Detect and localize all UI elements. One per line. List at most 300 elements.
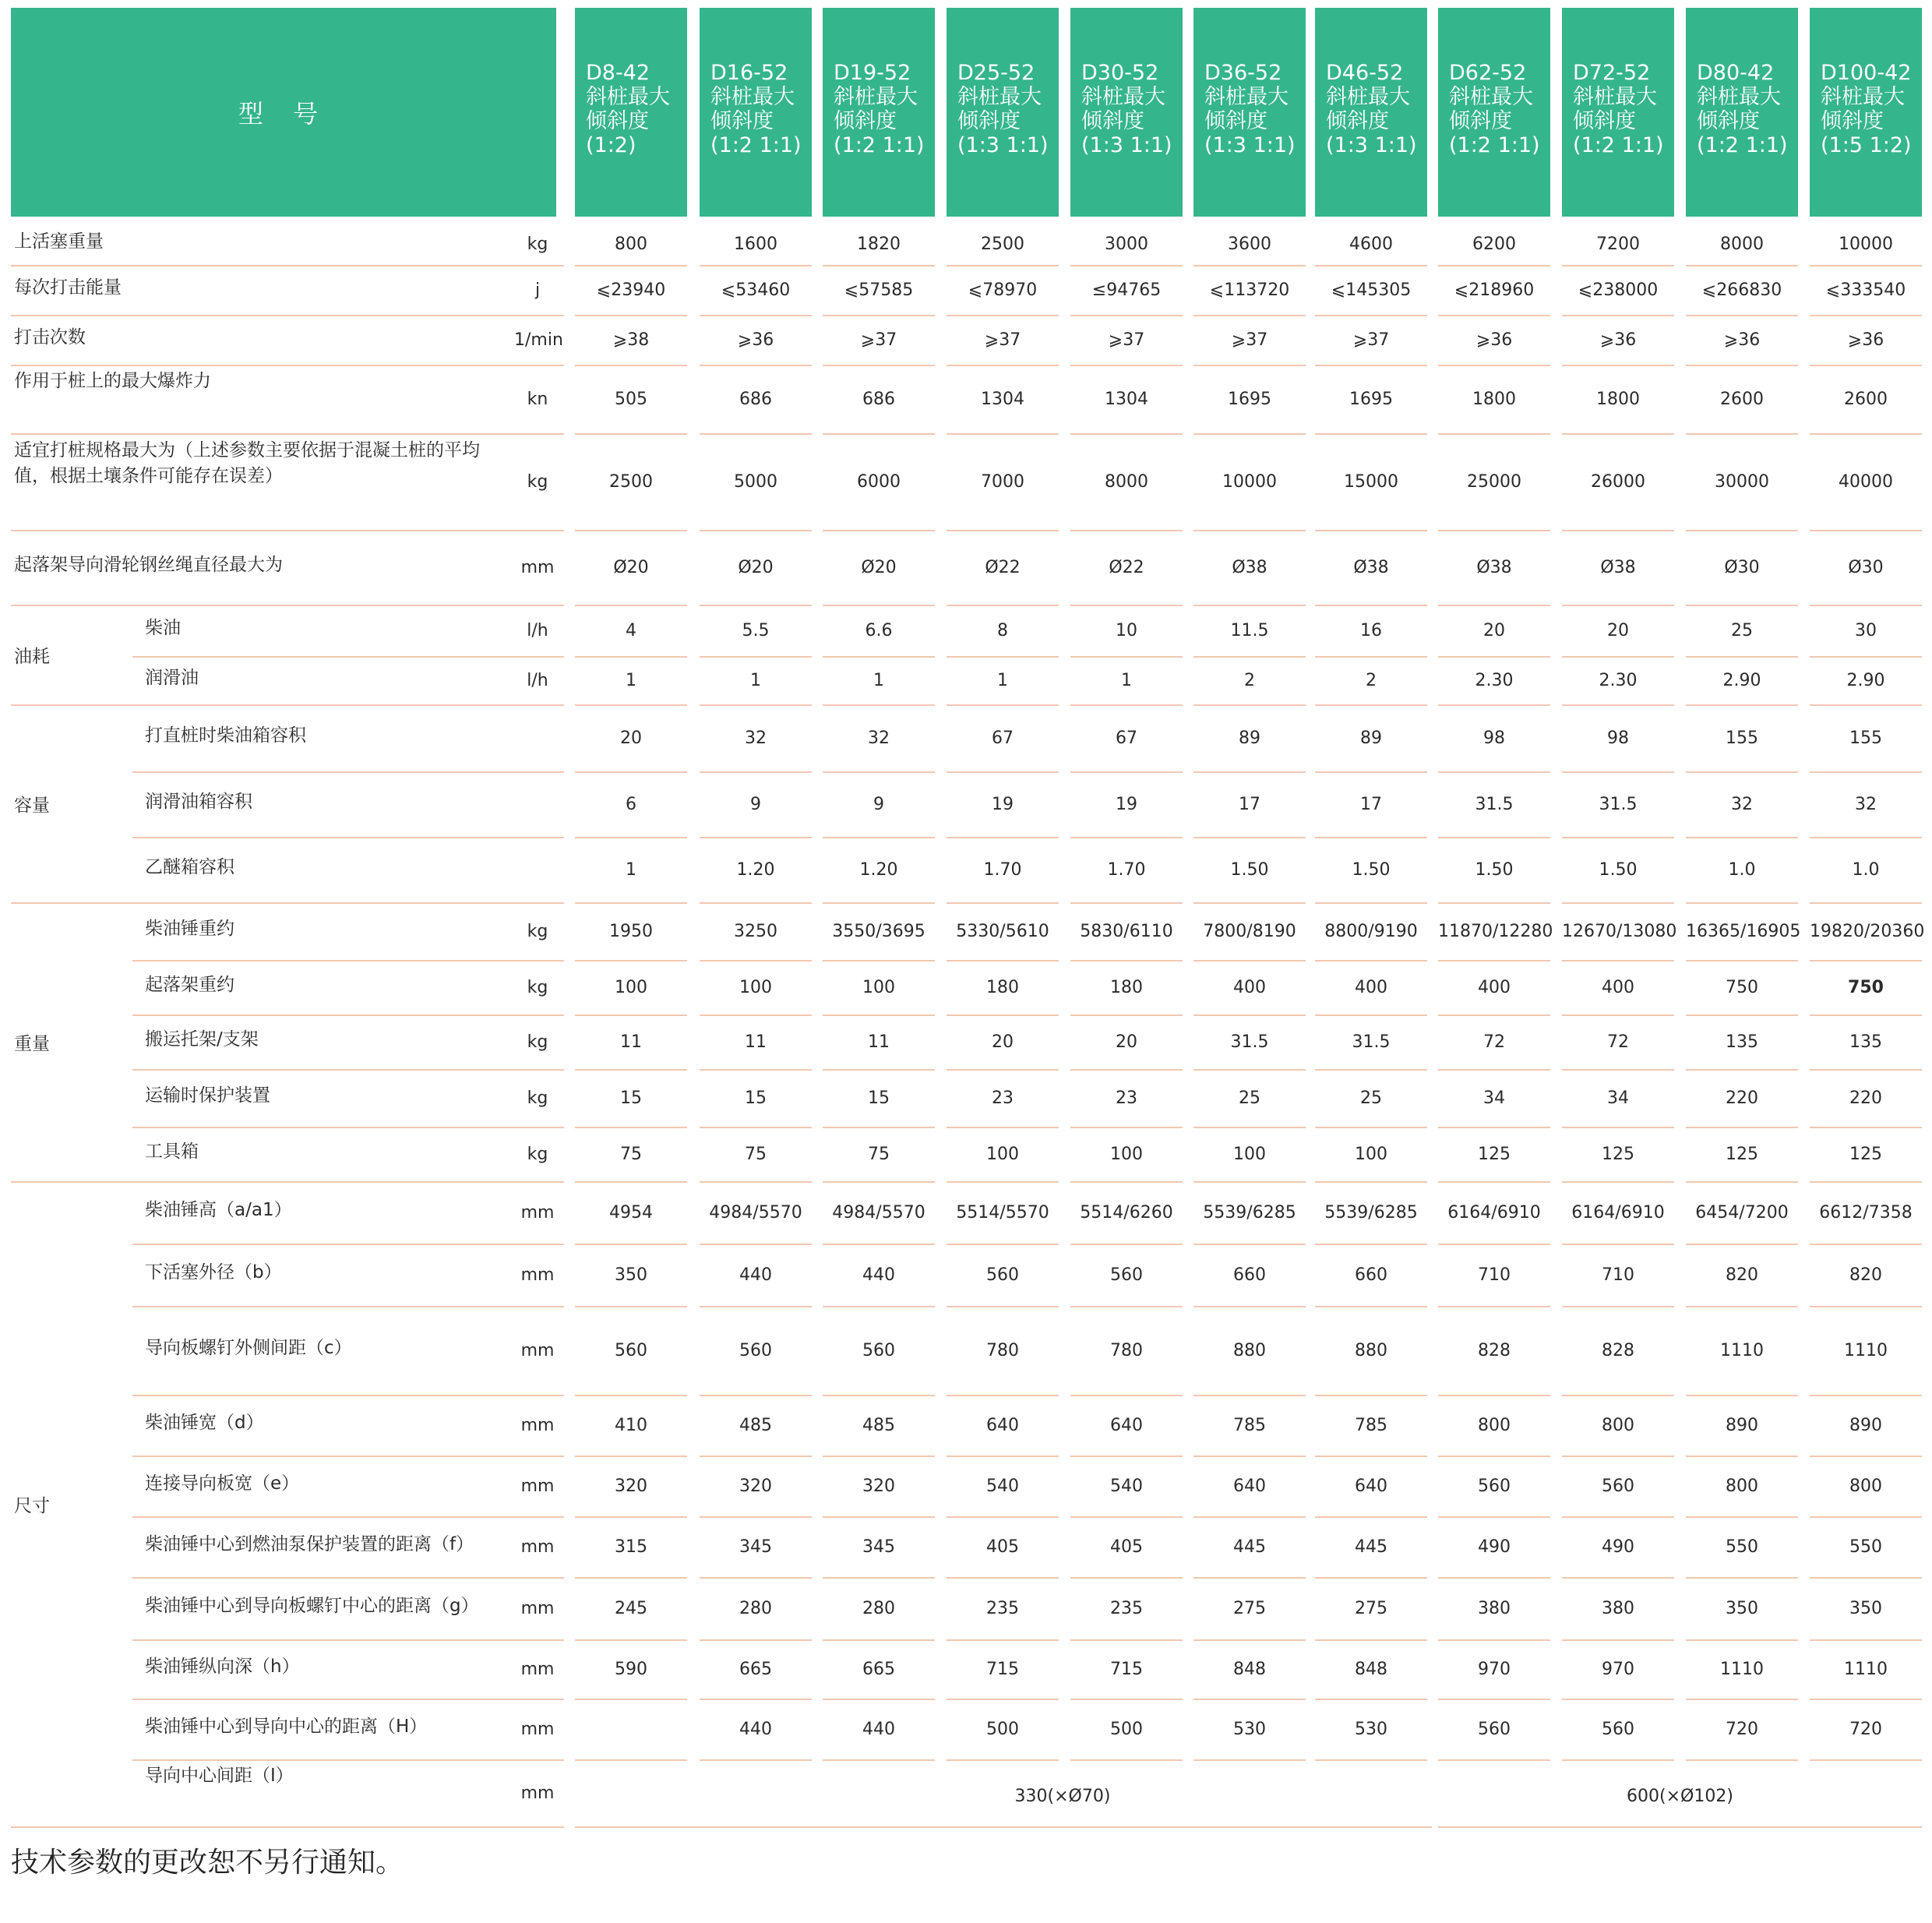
model-note: 斜桩最大 xyxy=(1821,85,1905,109)
row-unit: j xyxy=(534,281,541,300)
row-unit: mm xyxy=(520,1341,555,1360)
row-unit: mm xyxy=(520,1416,555,1435)
model-note: 斜桩最大 xyxy=(1204,85,1289,109)
cell-value: 155 xyxy=(1849,729,1882,748)
cell-value: ⩾37 xyxy=(860,330,897,350)
table-row xyxy=(0,605,1932,656)
model-note: 倾斜度 xyxy=(1449,109,1512,133)
row-unit: mm xyxy=(520,1265,555,1285)
model-note: 倾斜度 xyxy=(1081,109,1144,133)
cell-value: ⩾36 xyxy=(1599,330,1637,350)
cell-value: 440 xyxy=(862,1720,895,1739)
model-name: D19-52 xyxy=(834,61,911,85)
cell-value: 100 xyxy=(1355,1145,1387,1164)
cell-value: Ø30 xyxy=(1848,558,1884,577)
cell-value: 30 xyxy=(1855,621,1877,640)
cell-value: 235 xyxy=(986,1599,1019,1618)
cell-value: 9 xyxy=(750,795,761,814)
cell-value: 750 xyxy=(1726,978,1758,997)
cell-value: 72 xyxy=(1607,1032,1629,1052)
cell-value: 11870/12280 xyxy=(1438,922,1553,941)
row-label: 起落架导向滑轮钢丝绳直径最大为 xyxy=(14,555,283,575)
model-name: D72-52 xyxy=(1573,61,1651,85)
cell-value: 32 xyxy=(1731,795,1753,814)
cell-value: 440 xyxy=(862,1265,895,1285)
cell-value: 6 xyxy=(626,795,636,814)
model-header-d46-52 xyxy=(1315,8,1427,217)
cell-value: 400 xyxy=(1355,978,1387,997)
cell-value: 715 xyxy=(1110,1660,1143,1679)
model-note: 斜桩最大 xyxy=(957,85,1042,109)
cell-value: 11 xyxy=(868,1032,890,1052)
cell-value: 100 xyxy=(739,978,772,997)
cell-value: 1950 xyxy=(609,922,653,941)
cell-value: 1304 xyxy=(1105,390,1148,409)
cell-value: 485 xyxy=(862,1416,895,1435)
cell-value: 400 xyxy=(1602,978,1634,997)
cell-value: ⩽145305 xyxy=(1331,281,1412,300)
cell-value: 32 xyxy=(1855,795,1877,814)
cell-value: 3600 xyxy=(1228,235,1271,254)
cell-value: 1.50 xyxy=(1352,860,1391,880)
cell-value: ⩾36 xyxy=(1847,330,1884,350)
model-header-d72-52 xyxy=(1562,8,1674,217)
cell-value: 560 xyxy=(862,1341,895,1360)
cell-value: 125 xyxy=(1602,1145,1634,1164)
cell-value: 10000 xyxy=(1222,472,1277,492)
table-row xyxy=(0,433,1932,530)
cell-value: 20 xyxy=(1483,621,1505,640)
cell-value: 405 xyxy=(1110,1537,1143,1557)
row-unit: 1/min xyxy=(514,330,563,350)
model-note: 斜桩最大 xyxy=(1697,85,1781,109)
row-unit: kg xyxy=(527,1032,548,1052)
spanned-value: 600(×Ø102) xyxy=(1627,1787,1733,1806)
model-note: (1:2 1:1) xyxy=(1449,133,1540,157)
table-row xyxy=(0,1181,1932,1244)
row-unit: mm xyxy=(520,558,555,577)
cell-value: 550 xyxy=(1849,1537,1882,1557)
cell-value: 1 xyxy=(750,671,761,690)
table-row xyxy=(0,365,1932,433)
cell-value: 31.5 xyxy=(1230,1032,1269,1052)
cell-value: 17 xyxy=(1360,795,1382,814)
table-row xyxy=(0,1699,1932,1759)
cell-value: Ø30 xyxy=(1724,558,1760,577)
row-label: 适宜打桩规格最大为（上述参数主要依据于混凝土桩的平均值，根据土壤条件可能存在误差） xyxy=(14,440,480,486)
cell-value: 560 xyxy=(1602,1720,1634,1739)
cell-value: 590 xyxy=(615,1660,647,1679)
cell-value: ⩾37 xyxy=(1108,330,1145,350)
cell-value: 89 xyxy=(1360,729,1382,748)
cell-value: 1.50 xyxy=(1599,860,1638,880)
model-header-d100-42 xyxy=(1810,8,1922,217)
cell-value: 100 xyxy=(1233,1145,1266,1164)
cell-value: 828 xyxy=(1478,1341,1511,1360)
cell-value: 135 xyxy=(1849,1032,1882,1052)
cell-value: 25 xyxy=(1731,621,1753,640)
cell-value: 400 xyxy=(1478,978,1511,997)
cell-value: 30000 xyxy=(1715,472,1769,492)
cell-value: 75 xyxy=(868,1145,890,1164)
model-name: D62-52 xyxy=(1449,61,1527,85)
model-header-d30-52 xyxy=(1070,8,1183,217)
cell-value: 1800 xyxy=(1596,390,1640,409)
table-row xyxy=(0,704,1932,771)
cell-value: 720 xyxy=(1849,1720,1882,1739)
cell-value: 89 xyxy=(1239,729,1260,748)
model-note: 倾斜度 xyxy=(1821,109,1884,133)
cell-value: 890 xyxy=(1849,1416,1882,1435)
row-divider xyxy=(1438,1826,1922,1828)
table-row xyxy=(0,1577,1932,1639)
row-label: 上活塞重量 xyxy=(14,231,104,252)
cell-value: 485 xyxy=(739,1416,772,1435)
cell-value: 20 xyxy=(992,1032,1014,1052)
row-label: 工具箱 xyxy=(145,1141,199,1162)
cell-value: 32 xyxy=(868,729,890,748)
cell-value: 12670/13080 xyxy=(1562,922,1677,941)
cell-value: 125 xyxy=(1726,1145,1758,1164)
row-label: 柴油锤中心到导向中心的距离（H） xyxy=(145,1717,428,1737)
cell-value: 820 xyxy=(1726,1265,1758,1285)
model-note: 倾斜度 xyxy=(586,109,649,133)
cell-value: 640 xyxy=(1110,1416,1143,1435)
model-note: 倾斜度 xyxy=(834,109,897,133)
row-label: 乙醚箱容积 xyxy=(145,857,234,877)
table-row xyxy=(0,960,1932,1014)
cell-value: 820 xyxy=(1849,1265,1882,1285)
cell-value: 1800 xyxy=(1472,390,1516,409)
model-note: (1:2) xyxy=(586,133,636,157)
model-note: (1:2 1:1) xyxy=(1697,133,1788,157)
row-label: 打直桩时柴油箱容积 xyxy=(145,725,306,746)
cell-value: 245 xyxy=(615,1599,647,1618)
cell-value: 660 xyxy=(1233,1265,1266,1285)
cell-value: 345 xyxy=(739,1537,772,1557)
model-name: D25-52 xyxy=(957,61,1035,85)
cell-value: Ø38 xyxy=(1476,558,1512,577)
model-header-d19-52 xyxy=(823,8,935,217)
cell-value: 6164/6910 xyxy=(1571,1203,1665,1223)
row-label: 运输时保护装置 xyxy=(145,1085,270,1106)
cell-value: 72 xyxy=(1483,1032,1505,1052)
row-label: 每次打击能量 xyxy=(14,277,122,298)
table-row xyxy=(0,1455,1932,1516)
cell-value: 2500 xyxy=(609,472,653,492)
cell-value: 505 xyxy=(615,390,647,409)
model-note: (1:3 1:1) xyxy=(1081,133,1172,157)
cell-value: 3550/3695 xyxy=(832,922,925,941)
cell-value: 890 xyxy=(1726,1416,1758,1435)
cell-value: 1.70 xyxy=(983,860,1022,880)
cell-value: ⩾37 xyxy=(984,330,1021,350)
model-note: 斜桩最大 xyxy=(1326,85,1410,109)
model-note: 斜桩最大 xyxy=(1081,85,1165,109)
cell-value: 500 xyxy=(986,1720,1019,1739)
cell-value: ⩽23940 xyxy=(596,281,666,300)
cell-value: 220 xyxy=(1849,1089,1882,1108)
cell-value: 10 xyxy=(1116,621,1137,640)
model-note: 倾斜度 xyxy=(1204,109,1267,133)
cell-value: 800 xyxy=(615,235,647,254)
cell-value: 1304 xyxy=(981,390,1024,409)
cell-value: 715 xyxy=(986,1660,1019,1679)
cell-value: 15 xyxy=(620,1089,642,1108)
model-header-label: 型 号 xyxy=(238,99,330,129)
table-row xyxy=(0,1244,1932,1306)
cell-value: ⩽266830 xyxy=(1701,281,1782,300)
row-label: 导向中心间距（I） xyxy=(145,1766,294,1786)
model-note: (1:5 1:2) xyxy=(1821,133,1912,157)
cell-value: 350 xyxy=(615,1265,647,1285)
cell-value: 280 xyxy=(739,1599,772,1618)
cell-value: 125 xyxy=(1849,1145,1882,1164)
cell-value: 280 xyxy=(862,1599,895,1618)
model-header-d80-42 xyxy=(1686,8,1798,217)
cell-value: 32 xyxy=(745,729,767,748)
cell-value: 560 xyxy=(615,1341,647,1360)
cell-value: 1 xyxy=(997,671,1008,690)
cell-value: 155 xyxy=(1726,729,1758,748)
row-unit: mm xyxy=(520,1599,555,1618)
model-name: D8-42 xyxy=(586,61,650,85)
cell-value: 6164/6910 xyxy=(1447,1203,1541,1223)
cell-value: 410 xyxy=(615,1416,647,1435)
row-unit: mm xyxy=(520,1203,555,1223)
cell-value: 180 xyxy=(986,978,1019,997)
cell-value: 2.30 xyxy=(1599,671,1638,690)
row-label: 柴油锤中心到导向板螺钉中心的距离（g） xyxy=(145,1596,479,1616)
cell-value: 23 xyxy=(1116,1089,1137,1108)
table-row xyxy=(0,315,1932,365)
cell-value: 640 xyxy=(1233,1477,1266,1496)
cell-value: 445 xyxy=(1233,1537,1266,1557)
cell-value: 11.5 xyxy=(1230,621,1269,640)
cell-value: 1695 xyxy=(1349,390,1393,409)
cell-value: 1.20 xyxy=(859,860,898,880)
cell-value: 98 xyxy=(1607,729,1629,748)
model-note: (1:2 1:1) xyxy=(710,133,802,157)
cell-value: 1695 xyxy=(1228,390,1271,409)
table-row xyxy=(0,1069,1932,1127)
cell-value: 75 xyxy=(620,1145,642,1164)
cell-value: 1.70 xyxy=(1107,860,1146,880)
cell-value: ⩾37 xyxy=(1352,330,1390,350)
cell-value: ⩽113720 xyxy=(1209,281,1290,300)
cell-value: 660 xyxy=(1355,1265,1387,1285)
model-header-d36-52 xyxy=(1193,8,1306,217)
cell-value: 100 xyxy=(1110,1145,1143,1164)
table-header xyxy=(0,0,1932,221)
cell-value: 5539/6285 xyxy=(1203,1203,1296,1223)
cell-value: 560 xyxy=(739,1341,772,1360)
row-unit: mm xyxy=(520,1660,555,1679)
cell-value: 7800/8190 xyxy=(1203,922,1296,941)
cell-value: 560 xyxy=(1110,1265,1143,1285)
cell-value: 2.90 xyxy=(1846,671,1885,690)
cell-value: 40000 xyxy=(1839,472,1893,492)
cell-value: 2600 xyxy=(1720,390,1764,409)
cell-value: 25 xyxy=(1239,1089,1260,1108)
cell-value: 560 xyxy=(1478,1477,1511,1496)
cell-value: 5514/6260 xyxy=(1080,1203,1173,1223)
row-label: 下活塞外径（b） xyxy=(145,1262,282,1283)
cell-value: 15 xyxy=(868,1089,890,1108)
cell-value: 220 xyxy=(1726,1089,1758,1108)
cell-value: 15000 xyxy=(1344,472,1398,492)
cell-value: Ø38 xyxy=(1232,558,1267,577)
row-unit: kg xyxy=(527,1145,548,1164)
cell-value: Ø20 xyxy=(613,558,649,577)
cell-value: 25 xyxy=(1360,1089,1382,1108)
cell-value: 31.5 xyxy=(1599,795,1638,814)
cell-value: ⩽218960 xyxy=(1454,281,1535,300)
model-note: 倾斜度 xyxy=(710,109,774,133)
cell-value: ⩽57585 xyxy=(844,281,914,300)
cell-value: Ø38 xyxy=(1353,558,1389,577)
cell-value: 31.5 xyxy=(1475,795,1514,814)
cell-value: 19820/20360 xyxy=(1810,922,1925,941)
cell-value: ⩽238000 xyxy=(1578,281,1659,300)
cell-value: 8 xyxy=(997,621,1008,640)
model-header-cell xyxy=(11,8,556,217)
cell-value: 67 xyxy=(992,729,1014,748)
cell-value: 500 xyxy=(1110,1720,1143,1739)
cell-value: 490 xyxy=(1478,1537,1511,1557)
cell-value: 1 xyxy=(626,671,636,690)
cell-value: 640 xyxy=(1355,1477,1387,1496)
cell-value: 1.20 xyxy=(736,860,775,880)
model-note: 倾斜度 xyxy=(1573,109,1636,133)
cell-value: 6200 xyxy=(1472,235,1516,254)
footnote: 技术参数的更改恕不另行通知。 xyxy=(11,1847,404,1879)
cell-value: 5514/5570 xyxy=(956,1203,1049,1223)
cell-value: 5830/6110 xyxy=(1080,922,1173,941)
cell-value: 4984/5570 xyxy=(832,1203,925,1223)
cell-value: 320 xyxy=(615,1477,647,1496)
table-row xyxy=(0,656,1932,704)
cell-value: 8000 xyxy=(1105,472,1148,492)
cell-value: 400 xyxy=(1233,978,1266,997)
cell-value: 848 xyxy=(1355,1660,1387,1679)
row-label: 柴油 xyxy=(145,618,181,638)
table-row xyxy=(0,771,1932,837)
cell-value: 26000 xyxy=(1591,472,1645,492)
cell-value: 710 xyxy=(1478,1265,1511,1285)
model-note: 斜桩最大 xyxy=(1573,85,1657,109)
row-label: 作用于桩上的最大爆炸力 xyxy=(14,371,211,391)
model-note: (1:3 1:1) xyxy=(1204,133,1296,157)
cell-value: 828 xyxy=(1602,1341,1634,1360)
row-unit: l/h xyxy=(527,671,548,690)
cell-value: 23 xyxy=(992,1089,1014,1108)
cell-value: 9 xyxy=(873,795,884,814)
row-label: 柴油锤中心到燃油泵保护装置的距离（f） xyxy=(145,1534,474,1554)
model-note: (1:3 1:1) xyxy=(957,133,1049,157)
cell-value: 2500 xyxy=(981,235,1024,254)
cell-value: 345 xyxy=(862,1537,895,1557)
cell-value: 540 xyxy=(986,1477,1019,1496)
row-unit: kg xyxy=(527,978,548,997)
cell-value: 1110 xyxy=(1720,1660,1764,1679)
cell-value: 34 xyxy=(1607,1089,1629,1108)
cell-value: Ø22 xyxy=(985,558,1021,577)
cell-value: 560 xyxy=(986,1265,1019,1285)
cell-value: 3000 xyxy=(1105,235,1148,254)
cell-value: Ø22 xyxy=(1109,558,1144,577)
cell-value: 20 xyxy=(1607,621,1629,640)
cell-value: 2 xyxy=(1244,671,1255,690)
table-row xyxy=(0,1014,1932,1069)
cell-value: 31.5 xyxy=(1352,1032,1391,1052)
cell-value: 67 xyxy=(1116,729,1137,748)
cell-value: Ø20 xyxy=(738,558,774,577)
cell-value: 800 xyxy=(1602,1416,1634,1435)
cell-value: ⩾38 xyxy=(612,330,650,350)
cell-value: 686 xyxy=(739,390,772,409)
group-label-size: 尺寸 xyxy=(14,1496,50,1516)
table-row xyxy=(0,1306,1932,1395)
row-label: 搬运托架/支架 xyxy=(145,1029,259,1050)
cell-value: 686 xyxy=(862,390,895,409)
cell-value: 2 xyxy=(1366,671,1377,690)
cell-value: 320 xyxy=(739,1477,772,1496)
cell-value: 20 xyxy=(1116,1032,1137,1052)
row-unit: mm xyxy=(520,1477,555,1496)
cell-value: 4 xyxy=(626,621,636,640)
model-name: D36-52 xyxy=(1204,61,1282,85)
cell-value: 7000 xyxy=(981,472,1024,492)
cell-value: 2.90 xyxy=(1722,671,1761,690)
cell-value: 1.0 xyxy=(1728,860,1756,880)
row-label: 打击次数 xyxy=(14,327,86,348)
model-note: 倾斜度 xyxy=(1697,109,1760,133)
cell-value: 10000 xyxy=(1839,235,1893,254)
table-row xyxy=(0,1759,1932,1826)
cell-value: 8000 xyxy=(1720,235,1764,254)
cell-value: 16 xyxy=(1360,621,1382,640)
cell-value: 665 xyxy=(739,1660,772,1679)
cell-value: 640 xyxy=(986,1416,1019,1435)
cell-value: 800 xyxy=(1849,1477,1882,1496)
cell-value: 275 xyxy=(1233,1599,1266,1618)
model-header-d62-52 xyxy=(1438,8,1550,217)
cell-value: 785 xyxy=(1233,1416,1266,1435)
cell-value: 17 xyxy=(1239,795,1260,814)
cell-value: ⩽53460 xyxy=(721,281,791,300)
cell-value: 540 xyxy=(1110,1477,1143,1496)
cell-value: 560 xyxy=(1602,1477,1634,1496)
cell-value: 1600 xyxy=(734,235,777,254)
cell-value: 7200 xyxy=(1596,235,1640,254)
cell-value: 6.6 xyxy=(865,621,893,640)
cell-value: 750 xyxy=(1848,978,1884,997)
row-unit: mm xyxy=(520,1537,555,1557)
table-row xyxy=(0,1516,1932,1577)
model-note: 斜桩最大 xyxy=(710,85,795,109)
cell-value: 6454/7200 xyxy=(1695,1203,1789,1223)
row-unit: kg xyxy=(527,472,548,492)
cell-value: 25000 xyxy=(1467,472,1521,492)
cell-value: 135 xyxy=(1726,1032,1758,1052)
table-row xyxy=(0,223,1932,265)
row-unit: l/h xyxy=(527,621,548,640)
cell-value: 880 xyxy=(1233,1341,1266,1360)
model-note: 倾斜度 xyxy=(957,109,1021,133)
cell-value: 1820 xyxy=(857,235,901,254)
cell-value: 1 xyxy=(873,671,884,690)
